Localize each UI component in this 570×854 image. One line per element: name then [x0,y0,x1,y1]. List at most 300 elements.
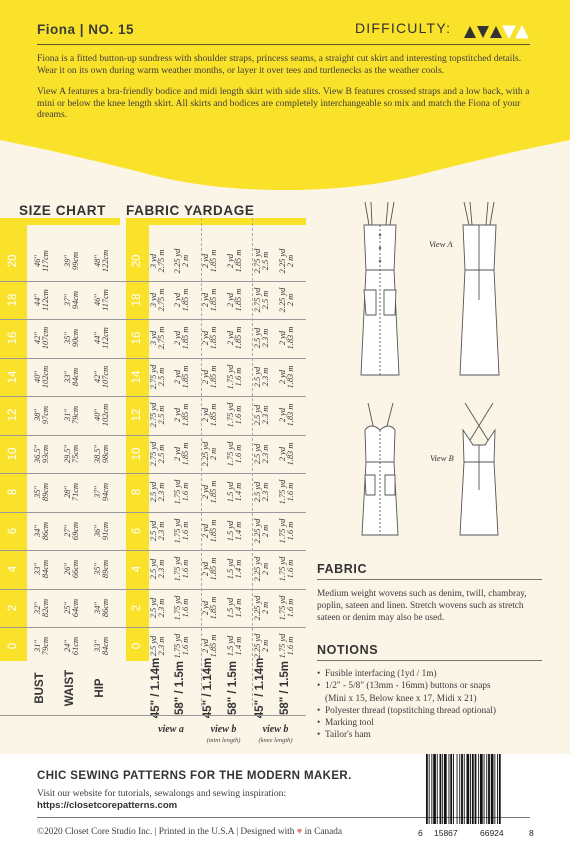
yardage-yd: 2.5 yd [149,559,158,580]
size-label: 10 [6,447,19,461]
size-chart-cell [34,244,52,278]
size-chart-cell [34,475,52,509]
yardage-m: 2.5 m [261,251,271,271]
yardage-cell [174,475,192,509]
measure-in: 46" [33,255,42,268]
size-chart-cell [34,591,52,625]
yardage-m: 1.6 m [181,598,191,618]
view-a-label: View A [429,239,453,249]
yardage-yd: 2 yd [173,331,182,346]
measure-cm: 112cm [101,327,111,350]
yardage-cell [202,398,220,432]
view-a-back-drawing [460,202,499,375]
measure-in: 29.5" [63,444,72,463]
measure-cm: 107cm [101,365,111,388]
yardage-view-label: view b [210,724,237,735]
yardage-m: 1.4 m [234,482,244,502]
measure-in: 31" [33,640,42,653]
barcode-bar [442,754,443,824]
size-label: 2 [6,604,19,611]
yardage-yd: 2 yd [173,446,182,461]
barcode-digit: 8 [529,828,534,838]
barcode-bar [437,754,438,824]
yardage-yd: 2 yd [278,408,287,423]
view-b-front-drawing [362,403,398,535]
notions-heading: NOTIONS [317,643,379,657]
yardage-m: 1.6 m [286,636,296,656]
barcode-bar [440,754,442,824]
yardage-cell [254,475,272,509]
yardage-yd: 1.75 yd [278,556,287,582]
barcode-bars [418,754,536,828]
yardage-m: 2 m [209,447,219,460]
size-chart-cell [64,244,82,278]
yardage-yd: 2 yd [173,408,182,423]
yardage-m: 1.6 m [286,559,296,579]
measure-in: 42" [93,370,102,383]
yardage-cell [174,437,192,471]
notion-item: • Tailor's ham [317,729,547,741]
yardage-cell [254,437,272,471]
yardage-yd: 2.5 yd [253,366,262,387]
yardage-m: 2.5 m [157,367,167,387]
yardage-yd: 2 yd [226,292,235,307]
difficulty-rating-icon [464,24,530,40]
measure-in: 27" [63,524,72,537]
yardage-m: 2 m [261,640,271,653]
measure-cm: 86cm [41,521,51,540]
yardage-m: 1.85 m [209,365,219,389]
yardage-yd: 1.5 yd [226,597,235,618]
yardage-m: 1.4 m [234,521,244,541]
yardage-m: 2 m [261,563,271,576]
view-b-back-drawing [460,403,498,535]
yardage-yd: 2.5 yd [253,443,262,464]
yardage-cell [202,360,220,394]
measure-cm: 75cm [71,444,81,463]
measure-cm: 69cm [71,521,81,540]
size-chart-cell [64,283,82,317]
size-row-divider [0,473,306,474]
yardage-yd: 3 yd [149,331,158,346]
yardage-yd: 2 yd [201,639,210,654]
measure-cm: 90cm [71,329,81,348]
barcode-bar [480,754,483,824]
heart-icon: ♥ [296,827,303,837]
yardage-yd: 2 yd [201,600,210,615]
barcode-bar [467,754,470,824]
size-chart-top-bar [0,218,120,225]
measure-in: 33" [93,640,102,653]
size-label: 6 [6,527,19,534]
yardage-yd: 1.75 yd [173,479,182,505]
barcode-bar [486,754,487,824]
notions-list [317,668,547,742]
yardage-cell [174,321,192,355]
yardage-cell [150,437,168,471]
size-chart-cell [34,398,52,432]
yardage-cell [202,591,220,625]
size-row-divider [0,512,306,513]
yardage-m: 1.4 m [234,636,244,656]
measure-in: 37" [93,486,102,499]
size-chart-cell [64,398,82,432]
yardage-cell [279,552,297,586]
measure-cm: 66cm [71,560,81,579]
measure-in: 40" [93,409,102,422]
barcode-bar [461,754,463,824]
footer-visit-text: Visit our website for tutorials, sewalongs and sewing inspiration: [37,788,287,799]
yardage-cell [254,283,272,317]
size-chart-row-label: WAIST [64,669,76,707]
yardage-cell [227,244,245,278]
yardage-m: 2.3 m [157,636,167,656]
yardage-yd: 2 yd [201,331,210,346]
yardage-yd: 2.5 yd [149,636,158,657]
yardage-cell [150,552,168,586]
yardage-m: 1.85 m [181,365,191,389]
measure-cm: 98cm [101,444,111,463]
size-label: 16 [130,331,143,345]
yardage-view-subtitle: (mini length) [206,737,241,744]
yardage-m: 1.83 m [286,326,296,350]
notion-item: • Marking tool [317,717,547,729]
yardage-m: 1.85 m [181,403,191,427]
yardage-yd: 2.5 yd [149,482,158,503]
yardage-m: 2.5 m [157,405,167,425]
yardage-cell [279,360,297,394]
yardage-yd: 2.25 yd [253,595,262,621]
barcode-digit: 15867 [434,828,458,838]
size-chart-cell [64,475,82,509]
size-row-divider [0,589,306,590]
barcode-bar [433,754,436,824]
yardage-yd: 1.5 yd [226,520,235,541]
fabric-width-label: 58" / 1.5m [227,660,239,716]
measure-in: 39" [63,255,72,268]
yardage-cell [227,360,245,394]
yardage-cell [279,591,297,625]
yardage-m: 1.6 m [234,367,244,387]
yardage-cell [150,360,168,394]
measure-cm: 102cm [41,365,51,388]
size-chart-title: SIZE CHART [19,203,106,218]
measure-cm: 117cm [101,288,111,311]
measure-cm: 84cm [101,637,111,656]
yardage-cell [202,475,220,509]
yardage-m: 1.85 m [209,634,219,658]
barcode-bar [488,754,490,824]
yardage-cell [202,552,220,586]
measure-in: 48" [93,255,102,268]
yardage-m: 1.4 m [234,598,244,618]
yardage-cell [227,591,245,625]
size-label: 4 [130,566,143,573]
yardage-m: 2 m [261,524,271,537]
size-row-divider [0,281,306,282]
size-label: 18 [130,293,143,307]
size-label: 0 [130,643,143,650]
yardage-yd: 2 yd [278,369,287,384]
barcode-bar [497,754,498,824]
measure-cm: 64cm [71,598,81,617]
yardage-m: 2.3 m [261,367,271,387]
difficulty-triangle-filled [490,26,502,38]
size-and-yardage-table [0,218,310,744]
copyright-location: in Canada [304,827,343,837]
yardage-m: 1.85 m [209,249,219,273]
yardage-m: 2.3 m [157,521,167,541]
size-chart-cell [94,283,112,317]
size-label: 18 [6,293,19,307]
measure-cm: 102cm [101,404,111,427]
intro-text [37,53,530,121]
yardage-yd: 2 yd [226,254,235,269]
yardage-cell [254,591,272,625]
yardage-yd: 1.75 yd [173,518,182,544]
barcode-bar [470,754,471,824]
yardage-cell [227,283,245,317]
yardage-yd: 1.5 yd [226,559,235,580]
yardage-m: 2 m [261,601,271,614]
yardage-m: 1.85 m [181,288,191,312]
size-label: 0 [6,643,19,650]
size-row-divider [0,358,306,359]
size-chart-cell [94,437,112,471]
size-label: 2 [130,604,143,611]
yardage-cell [279,321,297,355]
measure-in: 25" [63,601,72,614]
yardage-yd: 2 yd [201,369,210,384]
yardage-cell [174,360,192,394]
yardage-cell [202,437,220,471]
size-chart-cell [94,360,112,394]
measure-in: 42" [33,332,42,345]
yardage-yd: 2.25 yd [253,518,262,544]
yardage-yd: 1.75 yd [173,595,182,621]
barcode-bar [449,754,450,824]
yardage-m: 1.6 m [234,405,244,425]
yardage-m: 2.3 m [261,405,271,425]
yardage-yd: 1.75 yd [278,633,287,659]
measure-in: 35" [33,486,42,499]
yardage-cell [254,398,272,432]
yardage-yd: 2 yd [201,485,210,500]
yardage-yd: 2.75 yd [253,287,262,313]
measure-cm: 99cm [71,252,81,271]
yardage-yd: 2 yd [201,408,210,423]
table-bottom-divider [0,715,306,716]
yardage-yd: 2.25 yd [201,441,210,467]
yardage-cell [227,514,245,548]
intro-paragraph-2: View A features a bra-friendly bodice and midi length skirt with side slits. View B features crossed straps and a low back, with a mini or below the knee length skirt. All skirts and bodices are completely interchangeable so mix and match the Fiona of your dreams. [37,86,530,121]
dress-illustrations [338,190,538,550]
barcode-bar [426,754,428,824]
measure-in: 38.5" [93,444,102,463]
yardage-yd: 2.75 yd [149,441,158,467]
yardage-yd: 2 yd [173,292,182,307]
footer-tagline: CHIC SEWING PATTERNS FOR THE MODERN MAKER. [37,770,352,782]
yardage-m: 1.85 m [209,557,219,581]
size-chart-row-label: BUST [34,672,46,704]
yardage-m: 1.85 m [209,403,219,427]
barcode-bar [459,754,460,824]
notion-button-note: (Mini x 15, Below knee x 17, Midi x 21) [325,693,477,704]
measure-cm: 79cm [71,406,81,425]
measure-cm: 89cm [41,483,51,502]
yardage-yd: 2.5 yd [149,520,158,541]
measure-in: 35" [63,332,72,345]
yardage-cell [174,514,192,548]
yardage-m: 2 m [181,255,191,268]
yardage-m: 1.6 m [286,598,296,618]
barcode-bar [429,754,430,824]
measure-cm: 71cm [71,483,81,502]
size-chart-cell [34,321,52,355]
size-chart-cell [64,552,82,586]
yardage-cell [150,244,168,278]
yardage-yd: 2.25 yd [253,556,262,582]
measure-in: 34" [33,524,42,537]
size-label: 10 [130,447,143,461]
yardage-m: 1.85 m [209,288,219,312]
measure-cm: 89cm [101,560,111,579]
size-chart-cell [64,360,82,394]
yardage-yd: 1.75 yd [278,479,287,505]
measure-cm: 107cm [41,327,51,350]
measure-in: 35" [93,563,102,576]
size-chart-cell [64,321,82,355]
yardage-cell [254,552,272,586]
size-chart-cell [34,360,52,394]
measure-cm: 97cm [41,406,51,425]
yardage-yd: 2.75 yd [149,364,158,390]
fabric-divider [317,579,542,580]
yardage-cell [174,398,192,432]
yardage-yd: 1.75 yd [173,633,182,659]
barcode-bar [472,754,474,824]
yardage-cell [150,321,168,355]
yardage-m: 2.5 m [157,444,167,464]
yardage-cell [227,398,245,432]
fabric-heading: FABRIC [317,562,368,576]
fabric-description: Medium weight wovens such as denim, twill, chambray, poplin, sateen and linen. Stretch wovens such as stretch sateen or denim may also be used. [317,589,527,624]
measure-cm: 93cm [41,444,51,463]
yardage-cell [279,283,297,317]
measure-cm: 91cm [101,521,111,540]
view-b-label: View B [430,453,454,463]
yardage-yd: 2.25 yd [278,287,287,313]
size-label: 8 [130,489,143,496]
yardage-cell [174,244,192,278]
yardage-m: 2 m [286,293,296,306]
measure-in: 40" [33,370,42,383]
yardage-m: 1.6 m [286,521,296,541]
size-chart-cell [94,398,112,432]
measure-cm: 79cm [41,637,51,656]
fabric-width-label: 58" / 1.5m [174,660,186,716]
yardage-cell [150,591,168,625]
barcode-bar [453,754,454,824]
fabric-width-label: 45" / 1.14m [254,657,266,719]
yardage-yd: 2 yd [201,562,210,577]
yardage-yd: 2 yd [278,446,287,461]
yardage-m: 1.83 m [286,365,296,389]
yardage-cell [150,514,168,548]
yardage-cell [279,437,297,471]
barcode-bar [464,754,465,824]
view-a-front-drawing [361,202,399,375]
yardage-m: 1.85 m [209,596,219,620]
header-divider [37,44,530,45]
size-chart-cell [94,591,112,625]
barcode [418,754,536,840]
size-label: 14 [130,370,143,384]
difficulty-triangle-empty [503,26,515,38]
fabric-width-label: 45" / 1.14m [202,657,214,719]
barcode-bar [475,754,477,824]
difficulty-triangle-filled [477,26,489,38]
yardage-m: 2.3 m [157,559,167,579]
barcode-bar [450,754,452,824]
measure-in: 38" [33,409,42,422]
size-row-divider [0,435,306,436]
yardage-yd: 1.5 yd [226,636,235,657]
measure-in: 24" [63,640,72,653]
measure-in: 44" [93,332,102,345]
yardage-cell [202,514,220,548]
measure-in: 33" [63,370,72,383]
yardage-m: 2.3 m [157,482,167,502]
yardage-m: 1.83 m [286,403,296,427]
size-chart-cell [64,591,82,625]
measure-in: 44" [33,293,42,306]
measure-cm: 84cm [71,367,81,386]
size-chart-cell [34,283,52,317]
size-chart-cell [34,552,52,586]
yardage-cell [174,283,192,317]
yardage-m: 1.85 m [209,519,219,543]
measure-cm: 61cm [71,637,81,656]
yardage-m: 1.6 m [181,559,191,579]
yardage-yd: 1.75 yd [226,441,235,467]
measure-in: 36.5" [33,444,42,463]
barcode-bar [484,754,485,824]
yardage-yd: 2.25 yd [278,248,287,274]
size-chart-cell [34,514,52,548]
yardage-yd: 2.5 yd [253,328,262,349]
yardage-yd: 1.75 yd [226,402,235,428]
website-link[interactable]: https://closetcorepatterns.com [37,800,178,811]
yardage-yd: 2.5 yd [149,597,158,618]
barcode-bar [431,754,432,824]
size-label: 14 [6,370,19,384]
measure-in: 37" [63,293,72,306]
yardage-m: 2.3 m [261,328,271,348]
measure-cm: 94cm [71,290,81,309]
yardage-m: 2.3 m [261,444,271,464]
yardage-cell [174,591,192,625]
size-row-divider [0,396,306,397]
yardage-yd: 3 yd [149,254,158,269]
yardage-view-label: view a [158,724,184,735]
notions-divider [317,660,542,661]
yardage-cell [279,244,297,278]
yardage-m: 1.6 m [234,444,244,464]
yardage-m: 1.6 m [181,636,191,656]
yardage-cell [174,552,192,586]
size-row-divider [0,319,306,320]
